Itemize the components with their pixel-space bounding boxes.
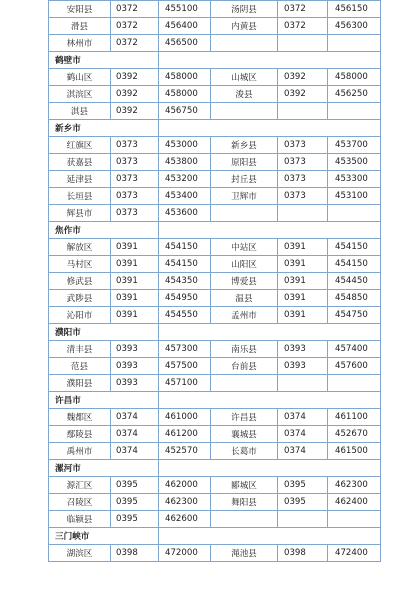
postal-code: 453500: [328, 154, 381, 171]
district-name: [211, 103, 278, 120]
area-code: 0372: [278, 1, 328, 18]
table-row: [49, 341, 381, 358]
table-row: [49, 69, 381, 86]
district-name: 武陟县: [49, 290, 111, 307]
table-row: [49, 545, 381, 562]
empty-cell: [159, 120, 381, 137]
area-code: 0372: [111, 1, 159, 18]
postal-code: 454550: [159, 307, 211, 324]
district-name: 召陵区: [49, 494, 111, 511]
district-name: 淇滨区: [49, 86, 111, 103]
table-row: [49, 426, 381, 443]
district-name: 长葛市: [211, 443, 278, 460]
district-name: 南乐县: [211, 341, 278, 358]
area-code: 0391: [278, 290, 328, 307]
area-code: 0391: [111, 290, 159, 307]
area-code: 0391: [278, 239, 328, 256]
area-code: 0392: [278, 69, 328, 86]
postal-code: 461200: [159, 426, 211, 443]
area-code: 0392: [111, 103, 159, 120]
table-row: [49, 205, 381, 222]
table-row: [49, 511, 381, 528]
area-code: [278, 205, 328, 222]
table-row: [49, 307, 381, 324]
postal-code: 461500: [328, 443, 381, 460]
district-name: 原阳县: [211, 154, 278, 171]
area-code: 0395: [278, 494, 328, 511]
district-name: 安阳县: [49, 1, 111, 18]
city-name: 焦作市: [49, 222, 159, 239]
district-name: 许昌县: [211, 409, 278, 426]
district-name: 沁阳市: [49, 307, 111, 324]
postal-code: 456750: [159, 103, 211, 120]
postal-code: 453600: [159, 205, 211, 222]
district-name: 郾城区: [211, 477, 278, 494]
postal-code: 457600: [328, 358, 381, 375]
postal-code: 457300: [159, 341, 211, 358]
area-code: 0393: [111, 358, 159, 375]
table-row: [49, 35, 381, 52]
area-code: 0391: [111, 239, 159, 256]
table-row: [49, 256, 381, 273]
district-name: 山阳区: [211, 256, 278, 273]
area-code: 0393: [278, 341, 328, 358]
district-name: 临颍县: [49, 511, 111, 528]
district-name: 林州市: [49, 35, 111, 52]
district-name: 舞阳县: [211, 494, 278, 511]
area-code: [278, 511, 328, 528]
table-row: [49, 494, 381, 511]
district-name: 获嘉县: [49, 154, 111, 171]
area-code: 0398: [278, 545, 328, 562]
table-row: [49, 1, 381, 18]
postal-code: 462400: [328, 494, 381, 511]
table-row: [49, 18, 381, 35]
area-code: [278, 103, 328, 120]
table-row: [49, 103, 381, 120]
district-name: 解放区: [49, 239, 111, 256]
empty-cell: [159, 222, 381, 239]
area-code: 0374: [278, 409, 328, 426]
district-name: [211, 375, 278, 392]
postal-code: 453800: [159, 154, 211, 171]
postal-code: 454350: [159, 273, 211, 290]
postal-code: 461000: [159, 409, 211, 426]
area-code: 0373: [278, 154, 328, 171]
postal-code: 461100: [328, 409, 381, 426]
area-code: 0398: [111, 545, 159, 562]
area-code: 0373: [111, 171, 159, 188]
table-row: [49, 171, 381, 188]
postal-code: 454150: [159, 256, 211, 273]
postal-code: 458000: [159, 86, 211, 103]
area-code: 0372: [111, 35, 159, 52]
area-code: 0373: [111, 188, 159, 205]
district-name: 红旗区: [49, 137, 111, 154]
table-row: [49, 358, 381, 375]
district-name: 滑县: [49, 18, 111, 35]
city-name: 濮阳市: [49, 324, 159, 341]
empty-cell: [159, 324, 381, 341]
area-code: 0391: [111, 273, 159, 290]
district-name: 范县: [49, 358, 111, 375]
table-row: [49, 154, 381, 171]
district-name: 禹州市: [49, 443, 111, 460]
district-name: 长垣县: [49, 188, 111, 205]
area-code: 0373: [111, 137, 159, 154]
area-code: 0374: [111, 409, 159, 426]
area-code: 0374: [278, 443, 328, 460]
city-name: 许昌市: [49, 392, 159, 409]
postal-code: 462300: [328, 477, 381, 494]
district-name: 马村区: [49, 256, 111, 273]
district-name: [211, 511, 278, 528]
postal-code: 472000: [159, 545, 211, 562]
area-code: [278, 375, 328, 392]
postal-code: 453100: [328, 188, 381, 205]
area-code: 0373: [111, 154, 159, 171]
table-row: [49, 273, 381, 290]
city-header-row: [49, 392, 381, 409]
postal-code: [328, 103, 381, 120]
postal-code: 462600: [159, 511, 211, 528]
district-name: 鄢陵县: [49, 426, 111, 443]
postal-code-page: [48, 0, 381, 562]
district-name: [211, 35, 278, 52]
postal-code: 456250: [328, 86, 381, 103]
table-row: [49, 443, 381, 460]
area-code: 0373: [278, 171, 328, 188]
district-name: 浚县: [211, 86, 278, 103]
postal-code: 454150: [328, 256, 381, 273]
area-code: 0391: [111, 256, 159, 273]
postal-code: 454850: [328, 290, 381, 307]
area-code: 0392: [111, 69, 159, 86]
area-code: 0391: [111, 307, 159, 324]
area-code: 0374: [278, 426, 328, 443]
area-code: 0392: [278, 86, 328, 103]
table-row: [49, 375, 381, 392]
area-code: 0373: [111, 205, 159, 222]
postal-code: 454450: [328, 273, 381, 290]
postal-code: 462000: [159, 477, 211, 494]
district-name: 辉县市: [49, 205, 111, 222]
city-name: 三门峡市: [49, 528, 159, 545]
postal-code-table: [48, 0, 381, 562]
city-header-row: [49, 460, 381, 477]
empty-cell: [159, 392, 381, 409]
area-code: 0374: [111, 443, 159, 460]
district-name: 清丰县: [49, 341, 111, 358]
postal-code: 456500: [159, 35, 211, 52]
postal-code: 458000: [328, 69, 381, 86]
postal-code: 453400: [159, 188, 211, 205]
district-name: 魏都区: [49, 409, 111, 426]
area-code: 0372: [278, 18, 328, 35]
district-name: 襄城县: [211, 426, 278, 443]
postal-code: [328, 205, 381, 222]
district-name: 卫辉市: [211, 188, 278, 205]
area-code: 0393: [111, 375, 159, 392]
postal-code: 453000: [159, 137, 211, 154]
table-body: [49, 1, 381, 562]
district-name: 台前县: [211, 358, 278, 375]
district-name: 孟州市: [211, 307, 278, 324]
district-name: 封丘县: [211, 171, 278, 188]
district-name: 山城区: [211, 69, 278, 86]
postal-code: 462300: [159, 494, 211, 511]
postal-code: 458000: [159, 69, 211, 86]
postal-code: 452570: [159, 443, 211, 460]
table-row: [49, 188, 381, 205]
district-name: 内黄县: [211, 18, 278, 35]
table-row: [49, 477, 381, 494]
table-row: [49, 137, 381, 154]
district-name: 修武县: [49, 273, 111, 290]
postal-code: 457100: [159, 375, 211, 392]
district-name: 淇县: [49, 103, 111, 120]
area-code: 0373: [278, 137, 328, 154]
postal-code: 456300: [328, 18, 381, 35]
postal-code: 457400: [328, 341, 381, 358]
table-row: [49, 409, 381, 426]
postal-code: [328, 375, 381, 392]
postal-code: 454750: [328, 307, 381, 324]
postal-code: 454950: [159, 290, 211, 307]
district-name: 源汇区: [49, 477, 111, 494]
postal-code: 454150: [328, 239, 381, 256]
postal-code: 455100: [159, 1, 211, 18]
area-code: 0373: [278, 188, 328, 205]
empty-cell: [159, 460, 381, 477]
city-header-row: [49, 324, 381, 341]
postal-code: 454150: [159, 239, 211, 256]
postal-code: 456400: [159, 18, 211, 35]
city-header-row: [49, 52, 381, 69]
area-code: 0395: [111, 477, 159, 494]
empty-cell: [159, 52, 381, 69]
area-code: 0395: [111, 511, 159, 528]
postal-code: 456150: [328, 1, 381, 18]
postal-code: [328, 511, 381, 528]
area-code: 0374: [111, 426, 159, 443]
district-name: 延津县: [49, 171, 111, 188]
table-row: [49, 86, 381, 103]
area-code: 0392: [111, 86, 159, 103]
district-name: 鹤山区: [49, 69, 111, 86]
district-name: 温县: [211, 290, 278, 307]
city-header-row: [49, 528, 381, 545]
area-code: 0391: [278, 307, 328, 324]
area-code: 0395: [278, 477, 328, 494]
city-header-row: [49, 222, 381, 239]
postal-code: 452670: [328, 426, 381, 443]
district-name: 新乡县: [211, 137, 278, 154]
area-code: 0393: [278, 358, 328, 375]
table-row: [49, 290, 381, 307]
district-name: 湖滨区: [49, 545, 111, 562]
area-code: [278, 35, 328, 52]
postal-code: 457500: [159, 358, 211, 375]
empty-cell: [159, 528, 381, 545]
city-name: 漯河市: [49, 460, 159, 477]
postal-code: 453300: [328, 171, 381, 188]
district-name: 中站区: [211, 239, 278, 256]
area-code: 0391: [278, 273, 328, 290]
city-name: 新乡市: [49, 120, 159, 137]
area-code: 0391: [278, 256, 328, 273]
district-name: 汤阴县: [211, 1, 278, 18]
district-name: 渑池县: [211, 545, 278, 562]
area-code: 0395: [111, 494, 159, 511]
district-name: 博爱县: [211, 273, 278, 290]
table-row: [49, 239, 381, 256]
area-code: 0393: [111, 341, 159, 358]
city-header-row: [49, 120, 381, 137]
district-name: 濮阳县: [49, 375, 111, 392]
district-name: [211, 205, 278, 222]
city-name: 鹤壁市: [49, 52, 159, 69]
postal-code: [328, 35, 381, 52]
postal-code: 472400: [328, 545, 381, 562]
area-code: 0372: [111, 18, 159, 35]
postal-code: 453700: [328, 137, 381, 154]
postal-code: 453200: [159, 171, 211, 188]
